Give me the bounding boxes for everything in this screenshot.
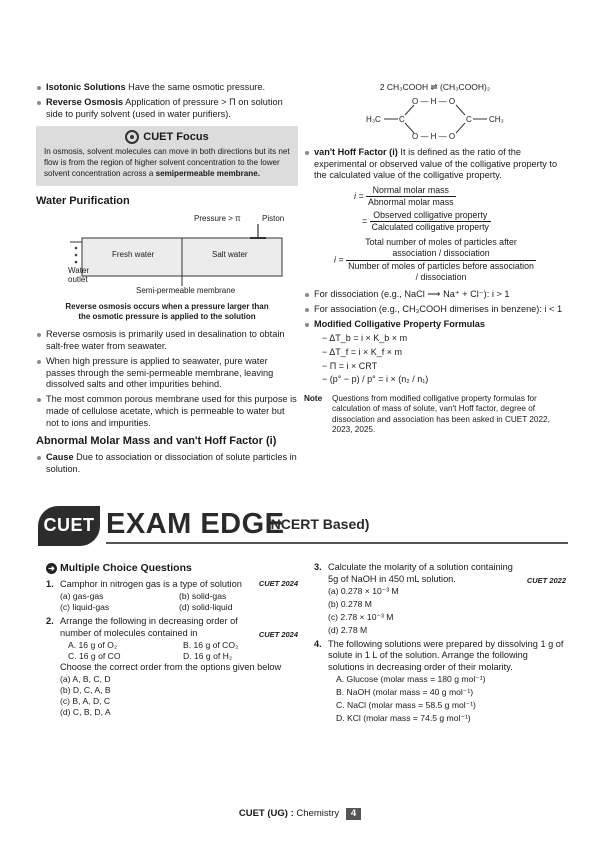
membrane-label: Semi-permeable membrane [136, 286, 236, 296]
q2-answers [60, 674, 298, 718]
right-column [304, 82, 566, 436]
q2-item-c: C. 16 g of CO [68, 650, 121, 661]
bullet-desalination: Reverse osmosis is primarily used in desalination to obtain salt-free water from seawater. [36, 329, 298, 353]
exam-edge-banner [38, 506, 568, 546]
piston-label: Piston [262, 214, 285, 224]
banner-rule [106, 542, 568, 544]
cause-term: Cause [46, 452, 74, 463]
formula-3-fraction [346, 237, 536, 283]
cuet-focus-title [44, 130, 290, 144]
isotonic-bullet [36, 82, 298, 94]
q2-option-a[interactable]: (a) A, B, C, D [60, 673, 111, 684]
mcq-heading-text: Multiple Choice Questions [60, 562, 192, 574]
q2-item-a: A. 16 g of O₂ [68, 639, 118, 650]
q4-item-d: D. KCl (molar mass = 74.5 g mol⁻¹) [336, 712, 471, 723]
q1-text [60, 579, 298, 591]
q3-tag: CUET 2022 [526, 575, 566, 585]
q1-option-d[interactable]: (d) solid-liquid [179, 602, 233, 613]
q2-item-d: D. 16 g of H₂ [183, 650, 233, 661]
q1-options [60, 591, 298, 613]
water-outlet-label-1: Water [68, 266, 90, 276]
svg-text:CH₃: CH₃ [489, 114, 504, 124]
q1-option-a[interactable]: (a) gas-gas [60, 591, 104, 602]
formula-3 [334, 237, 566, 283]
q4-item-a: A. Glucose (molar mass = 180 g mol⁻¹) [336, 673, 486, 684]
q2-option-c[interactable]: (c) B, A, D, C [60, 695, 111, 706]
svg-text:C: C [466, 114, 472, 124]
focus-bold: semipermeable membrane. [155, 169, 260, 179]
focus-body: In osmosis, solvent molecules can move in both directions but its net flow is from the region of higher solvent concentration to the lower solvent concentration across a [44, 147, 290, 179]
exam-edge-title: EXAM EDGE [106, 508, 285, 540]
bullet-cellulose-acetate: The most common porous membrane used for this purpose is made of cellulose acetate, which is permeable to water but not to ions and impurities. [36, 394, 298, 429]
q2-number: 2. [46, 616, 54, 627]
abnormal-molar-mass-heading: Abnormal Molar Mass and van't Hoff Factor (i) [36, 435, 277, 448]
question-3 [314, 562, 566, 636]
formula-1-num: Normal molar mass [366, 185, 456, 197]
q4-items [328, 674, 566, 724]
q2-text [60, 616, 298, 640]
exam-edge-subtitle: (NCERT Based) [266, 516, 370, 532]
formula-1-den: Abnormal molar mass [368, 197, 454, 208]
formula-2-den: Calculated colligative property [371, 221, 489, 232]
bullet-high-pressure: When high pressure is applied to seawater, pure water passes through the semi-permeable membrane, leaving dissolved salts and other impurities behind. [36, 356, 298, 391]
q3-text [328, 562, 566, 586]
reverse-osmosis-bullets [36, 329, 298, 429]
formula-vapour-pressure: − (p° − p) / p° = i × (n₂ / n₁) [322, 374, 429, 385]
formula-boiling-point: − ΔT_b = i × K_b × m [322, 333, 408, 344]
page-number: 4 [346, 808, 361, 820]
reverse-osmosis-text: Application of pressure > Π on solution side to purify solvent (used in water purifiers). [46, 96, 283, 119]
question-2 [46, 616, 298, 717]
formula-freezing-point: − ΔT_f = i × K_f × m [322, 346, 403, 357]
dimer-equation: 2 CH₃COOH ⇌ (CH₃COOH)₂ [379, 82, 491, 92]
q2-tag: CUET 2024 [258, 630, 298, 640]
formula-3-num: Total number of moles of particles after association / dissociation [346, 237, 536, 261]
q3-option-b[interactable]: (b) 0.278 M [328, 598, 372, 609]
q2-items [60, 640, 298, 662]
formula-2-lhs: = [362, 215, 368, 226]
caption-line-2: the osmotic pressure is applied to the solution [78, 312, 256, 322]
svg-text:C: C [399, 114, 405, 124]
arrow-right-icon: ➜ [46, 563, 57, 574]
vant-hoff-term: van't Hoff Factor (i) [314, 146, 398, 157]
formula-2-fraction [370, 210, 491, 234]
note-block [304, 394, 566, 436]
q3-stem: Calculate the molarity of a solution containing 5g of NaOH in 450 mL solution. [328, 562, 513, 584]
association-bullet: For association (e.g., CH₃COOH dimerises in benzene): i < 1 [304, 304, 566, 316]
vant-hoff-text: It is defined as the ratio of the experimental or observed value of the colligative property to the calculated value of the colligative property. [314, 146, 558, 181]
q2-item-b: B. 16 g of CO₂ [183, 639, 239, 650]
modified-formulas-title: Modified Colligative Property Formulas [314, 318, 486, 329]
note-text: Questions from modified colligative property formulas for calculation of mass of solute, van't Hoff factor, degree of dissociation and association has been asked in CUET 2022, 2023, 2025. [332, 393, 550, 435]
q4-item-b: B. NaOH (molar mass = 40 g mol⁻¹) [336, 686, 474, 697]
footer-subject: Chemistry [296, 808, 340, 819]
formula-1-fraction [366, 185, 456, 209]
q2-stem: Arrange the following in decreasing order of number of molecules contained in [60, 616, 238, 638]
q1-tag: CUET 2024 [258, 579, 298, 589]
svg-text:O — H — O: O — H — O [412, 96, 456, 106]
q3-options [328, 586, 566, 636]
left-column [36, 82, 298, 479]
cuet-focus-box [36, 126, 298, 186]
note-label: Note [304, 393, 323, 403]
target-icon [125, 130, 139, 144]
formula-2-num: Observed colligative property [370, 210, 491, 222]
pressure-label: Pressure > π [194, 214, 241, 224]
q2-choose: Choose the correct order from the options given below [60, 661, 282, 672]
formula-3-lhs: i = [334, 254, 344, 265]
modified-formulas-heading [304, 319, 566, 331]
dimer-structure-diagram [304, 93, 566, 143]
q1-option-b[interactable]: (b) solid-gas [179, 591, 227, 602]
q1-option-c[interactable]: (c) liquid-gas [60, 602, 110, 613]
formula-2 [362, 210, 566, 234]
focus-title-text: CUET Focus [143, 131, 209, 144]
reverse-osmosis-diagram [36, 212, 298, 300]
cuet-badge: CUET [38, 506, 100, 546]
reverse-osmosis-term: Reverse Osmosis [46, 96, 124, 107]
svg-text:O — H — O: O — H — O [412, 131, 456, 141]
q4-number: 4. [314, 638, 322, 649]
diagram-caption [36, 302, 298, 322]
cause-text: Due to association or dissociation of solute particles in solution. [46, 452, 297, 475]
isotonic-term: Isotonic Solutions [46, 82, 126, 92]
cause-bullet [36, 452, 298, 476]
mcq-right-column [314, 562, 566, 727]
formula-1-lhs: i = [354, 191, 364, 202]
water-outlet-label-2: outlet [68, 275, 88, 285]
formula-3-den: Number of moles of particles before association / dissociation [348, 260, 534, 282]
q1-number: 1. [46, 579, 54, 590]
q2-option-b[interactable]: (b) D, C, A, B [60, 684, 111, 695]
caption-line-1: Reverse osmosis occurs when a pressure larger than [65, 302, 269, 312]
isotonic-text: Have the same osmotic pressure. [125, 82, 266, 92]
q2-option-d[interactable]: (d) C, B, D, A [60, 706, 111, 717]
q3-option-d[interactable]: (d) 2.78 M [328, 624, 368, 635]
formula-osmotic-pressure: − Π = i × CRT [322, 360, 378, 371]
q3-number: 3. [314, 562, 322, 572]
water-purification-heading: Water Purification [36, 195, 130, 208]
q3-option-c[interactable]: (c) 2.78 × 10⁻³ M [328, 611, 394, 622]
dissociation-bullet: For dissociation (e.g., NaCl ⟶ Na⁺ + Cl⁻): i > 1 [304, 289, 566, 301]
reverse-osmosis-bullet [36, 97, 298, 121]
page-footer [0, 808, 600, 820]
vant-hoff-bullet [304, 147, 566, 182]
salt-water-label: Salt water [212, 250, 248, 260]
focus-text [44, 147, 290, 180]
formula-1 [354, 185, 566, 209]
q4-text: The following solutions were prepared by dissolving 1 g of solute in 1 L of the solution. Arrange the following solutions in decreasing order of their molarity. [328, 638, 564, 673]
mcq-heading [46, 562, 298, 575]
mcq-left-column [46, 562, 298, 721]
fresh-water-label: Fresh water [112, 250, 155, 260]
footer-label: CUET (UG) : [238, 808, 294, 819]
q4-item-c: C. NaCl (molar mass = 58.5 g mol⁻¹) [336, 699, 476, 710]
question-1 [46, 579, 298, 613]
q1-stem: Camphor in nitrogen gas is a type of solution [60, 579, 242, 590]
q3-option-a[interactable]: (a) 0.278 × 10⁻³ M [328, 585, 399, 596]
svg-text:H₃C: H₃C [366, 114, 381, 124]
question-4 [314, 639, 566, 724]
